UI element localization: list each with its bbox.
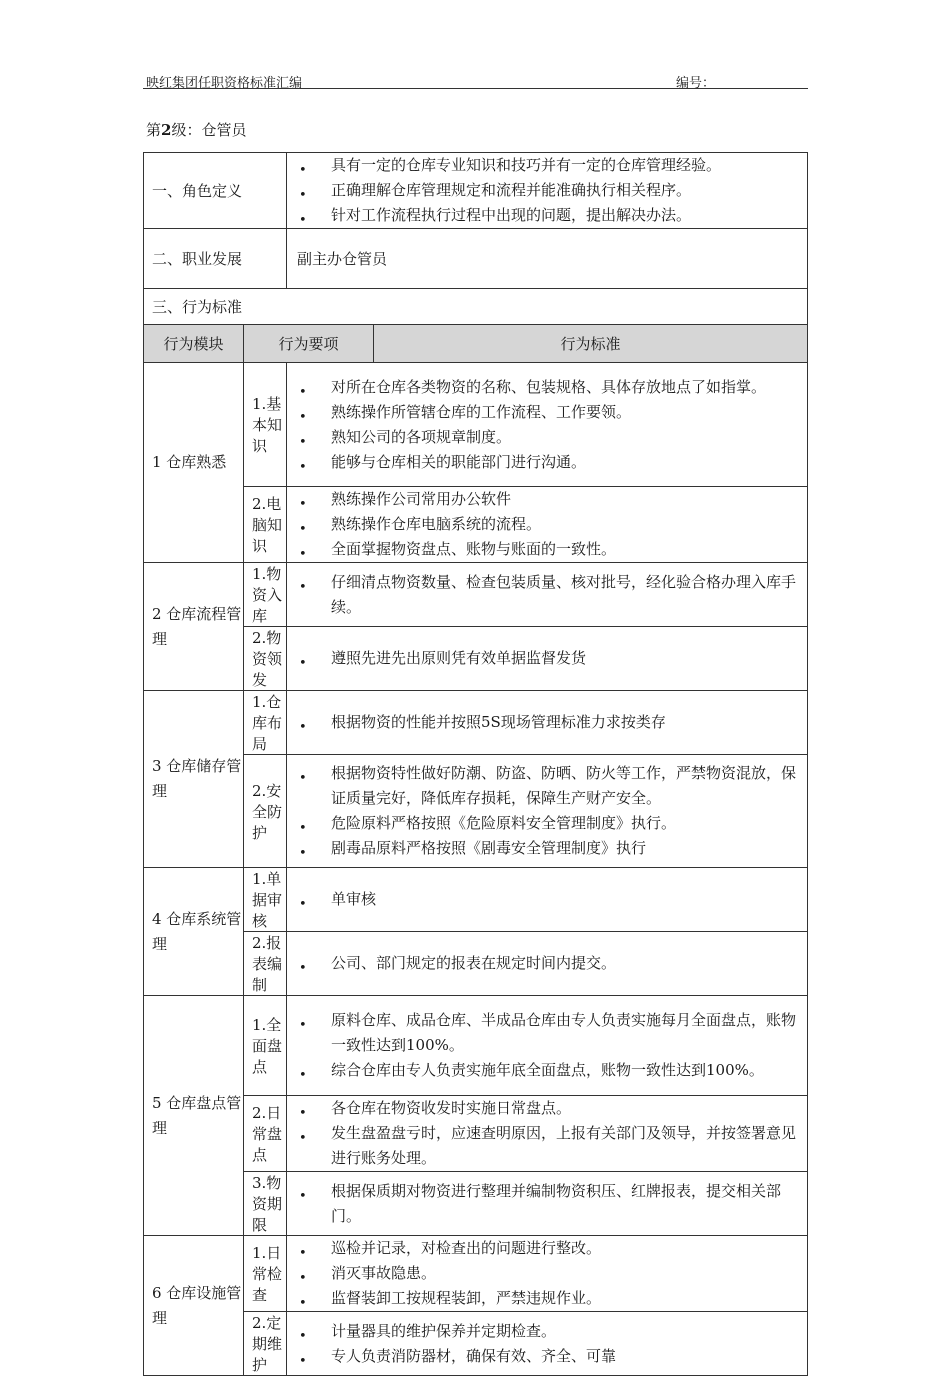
item-standards <box>287 755 808 868</box>
list-item: • 对所在仓库各类物资的名称、包装规格、具体存放地点了如指掌。 <box>287 375 807 400</box>
list-item: • 综合仓库由专人负责实施年底全面盘点，账物一致性达到100%。 <box>287 1058 807 1083</box>
table-row <box>144 563 808 627</box>
list-item: • 针对工作流程执行过程中出现的问题，提出解决办法。 <box>287 203 807 228</box>
table-row <box>144 691 808 755</box>
level-title: 第2级：仓管员 <box>146 121 247 139</box>
item-name: 1.物资入库 <box>244 563 287 627</box>
item-name: 2.物资领发 <box>244 627 287 691</box>
table-row <box>144 1172 808 1236</box>
list-item: • 剧毒品原料严格按照《剧毒安全管理制度》执行 <box>287 836 807 861</box>
list-item: • 正确理解仓库管理规定和流程并能准确执行相关程序。 <box>287 178 807 203</box>
list-item: • 熟练操作公司常用办公软件 <box>287 487 807 512</box>
item-name: 1.基本知识 <box>244 363 287 487</box>
list-item: • 各仓库在物资收发时实施日常盘点。 <box>287 1096 807 1121</box>
item-standards <box>287 627 808 691</box>
item-standards <box>287 868 808 932</box>
item-standards <box>287 563 808 627</box>
table-row <box>144 487 808 563</box>
list-item: • 原料仓库、成品仓库、半成品仓库由专人负责实施每月全面盘点，账物一致性达到100%。 <box>287 1008 807 1058</box>
list-item: • 遵照先进先出原则凭有效单据监督发货 <box>287 646 807 671</box>
header-number-label: 编号： <box>676 76 716 91</box>
header-title: 映红集团任职资格标准汇编 <box>146 76 303 91</box>
column-header: 行为标准 <box>374 325 808 363</box>
module-name: 2 仓库流程管理 <box>144 563 244 691</box>
list-item: • 能够与仓库相关的职能部门进行沟通。 <box>287 450 807 475</box>
item-standards <box>287 1236 808 1312</box>
list-item: • 仔细清点物资数量、检查包装质量、核对批号，经化验合格办理入库手续。 <box>287 570 807 620</box>
list-item: • 熟知公司的各项规章制度。 <box>287 425 807 450</box>
item-standards <box>287 363 808 487</box>
list-item: • 消灭事故隐患。 <box>287 1261 807 1286</box>
item-name: 1.全面盘点 <box>244 996 287 1096</box>
career-label: 二、职业发展 <box>144 229 287 289</box>
qualification-table <box>143 152 808 1376</box>
item-standards <box>287 691 808 755</box>
table-row <box>144 1236 808 1312</box>
item-name: 2.报表编制 <box>244 932 287 996</box>
header-rule <box>143 88 808 89</box>
role-bullets <box>287 153 808 229</box>
list-item: • 公司、部门规定的报表在规定时间内提交。 <box>287 951 807 976</box>
level-number: 2 <box>161 121 172 139</box>
list-item: • 根据物资的性能并按照5S现场管理标准力求按类存 <box>287 710 807 735</box>
list-item: • 危险原料严格按照《危险原料安全管理制度》执行。 <box>287 811 807 836</box>
behavior-label: 三、行为标准 <box>144 289 808 325</box>
module-name: 1 仓库熟悉 <box>144 363 244 563</box>
list-item: • 计量器具的维护保养并定期检查。 <box>287 1319 807 1344</box>
item-standards <box>287 996 808 1096</box>
career-row <box>144 229 808 289</box>
module-name: 4 仓库系统管理 <box>144 868 244 996</box>
item-standards <box>287 932 808 996</box>
item-name: 1.日常检查 <box>244 1236 287 1312</box>
table-row <box>144 932 808 996</box>
item-name: 1.仓库布局 <box>244 691 287 755</box>
module-name: 5 仓库盘点管理 <box>144 996 244 1236</box>
career-value: 副主办仓管员 <box>287 229 808 289</box>
list-item: • 发生盘盈盘亏时，应速查明原因，上报有关部门及领导，并按签署意见进行账务处理。 <box>287 1121 807 1171</box>
table-row <box>144 363 808 487</box>
list-item: • 监督装卸工按规程装卸，严禁违规作业。 <box>287 1286 807 1311</box>
item-name: 3.物资期限 <box>244 1172 287 1236</box>
column-header: 行为要项 <box>244 325 374 363</box>
item-standards <box>287 1172 808 1236</box>
item-name: 1.单据审核 <box>244 868 287 932</box>
table-row <box>144 755 808 868</box>
item-name: 2.日常盘点 <box>244 1096 287 1172</box>
list-item: • 巡检并记录，对检查出的问题进行整改。 <box>287 1236 807 1261</box>
column-header-row <box>144 325 808 363</box>
table-row <box>144 868 808 932</box>
role-label: 一、角色定义 <box>144 153 287 229</box>
list-item: • 全面掌握物资盘点、账物与账面的一致性。 <box>287 537 807 562</box>
list-item: • 具有一定的仓库专业知识和技巧并有一定的仓库管理经验。 <box>287 153 807 178</box>
column-header: 行为模块 <box>144 325 244 363</box>
table-row <box>144 996 808 1096</box>
list-item: • 专人负责消防器材，确保有效、齐全、可靠 <box>287 1344 807 1369</box>
item-standards <box>287 1096 808 1172</box>
table-row <box>144 627 808 691</box>
behavior-title-row <box>144 289 808 325</box>
list-item: • 单审核 <box>287 887 807 912</box>
list-item: • 熟练操作所管辖仓库的工作流程、工作要领。 <box>287 400 807 425</box>
module-name: 6 仓库设施管理 <box>144 1236 244 1376</box>
item-name: 2.电脑知识 <box>244 487 287 563</box>
list-item: • 根据保质期对物资进行整理并编制物资积压、红牌报表，提交相关部门。 <box>287 1179 807 1229</box>
table-row <box>144 1096 808 1172</box>
item-name: 2.安全防护 <box>244 755 287 868</box>
list-item: • 根据物资特性做好防潮、防盗、防晒、防火等工作，严禁物资混放，保证质量完好，降低库存损耗，保障生产财产安全。 <box>287 761 807 811</box>
role-row <box>144 153 808 229</box>
item-name: 2.定期维护 <box>244 1312 287 1376</box>
item-standards <box>287 487 808 563</box>
module-name: 3 仓库储存管理 <box>144 691 244 868</box>
list-item: • 熟练操作仓库电脑系统的流程。 <box>287 512 807 537</box>
